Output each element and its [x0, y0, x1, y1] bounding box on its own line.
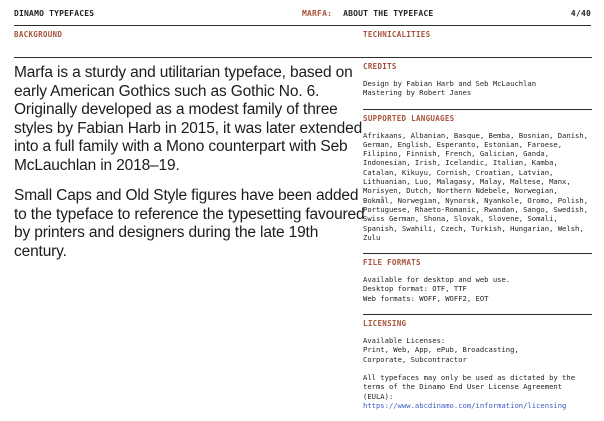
- background-paragraph-2: Small Caps and Old Style figures have been added to the typeface to reference the typesetting favoured by printers and designers during the late 19th century.: [14, 187, 365, 260]
- file-formats-availability-line: Available for desktop and web use.: [363, 275, 511, 285]
- license-types-line-1: Print, Web, App, ePub, Broadcasting,: [363, 345, 519, 355]
- credit-design-line: Design by Fabian Harb and Seb McLauchlan: [363, 79, 537, 88]
- supported-languages-section: [363, 109, 592, 254]
- credits-label: CREDITS: [363, 62, 397, 71]
- available-licenses-line: Available Licenses:: [363, 336, 446, 346]
- licensing-label: LICENSING: [363, 319, 407, 329]
- licensing-link[interactable]: https://www.abcdinamo.com/information/licensing: [363, 400, 567, 410]
- web-formats-line: Web formats: WOFF, WOFF2, EOT: [363, 293, 489, 303]
- header-section-title: ABOUT THE TYPEFACE: [343, 9, 434, 18]
- background-label: BACKGROUND: [14, 30, 63, 39]
- supported-languages-list: Afrikaans, Albanian, Basque, Bemba, Bosnian, Danish, German, English, Esperanto, Estonian, Faroese, Filipino, Finnish, French, Galician, Ganda, Indonesian, Irish, Icelandic, Italian, Kamba, Catalan, Kikuyu, Cornish, Croatian, Latvian, Lithuanian, Luo, Malagasy, Malay, Maltese, Manx, Morisyen, Dutch, Northern Ndebele, Norwegian, Bokmål, Norwegian, Nynorsk, Nyankole, Oromo, Polish, Portuguese, Rhaeto-Romanic, Rwandan, Sango, Swedish, Swiss German, Shona, Slovak, Slovene, Somali, Spanish, Swahili, Czech, Turkish, Hungarian, Welsh, Zulu: [363, 130, 589, 242]
- license-types-line-2: Corporate, Subcontractor: [363, 354, 467, 364]
- background-column: [14, 57, 366, 261]
- supported-languages-label: SUPPORTED LANGUAGES: [363, 113, 455, 123]
- technicalities-label: TECHNICALITIES: [363, 30, 431, 39]
- licensing-content: [363, 336, 592, 421]
- header-title-group: [302, 9, 433, 18]
- desktop-formats-line: Desktop format: OTF, TTF: [363, 284, 467, 294]
- licensing-section: [363, 314, 592, 421]
- file-formats-content: [363, 275, 592, 314]
- eula-terms-text: All typefaces may only be used as dictated by the terms of the Dinamo End User License Agreement (EULA):: [363, 372, 576, 401]
- file-formats-section: [363, 253, 592, 314]
- background-paragraph-1: Marfa is a sturdy and utilitarian typeface, based on early American Gothics such as Gothic No. 6. Originally developed as a modest family of three styles by Fabian Harb in 2015, it was later extended into a full family with a Mono counterpart with Seb McLauchlan in 2018–19.: [14, 64, 363, 174]
- brand-title: DINAMO TYPEFACES: [14, 9, 95, 18]
- page-indicator: 4/40: [570, 9, 591, 18]
- technicalities-column: [363, 57, 592, 421]
- credits-section: [363, 57, 592, 109]
- header-divider: [14, 25, 591, 26]
- credit-mastering-line: Mastering by Robert Janes: [363, 88, 472, 98]
- typeface-name: MARFA:: [302, 9, 333, 18]
- credits-content: [363, 79, 592, 109]
- file-formats-label: FILE FORMATS: [363, 258, 421, 268]
